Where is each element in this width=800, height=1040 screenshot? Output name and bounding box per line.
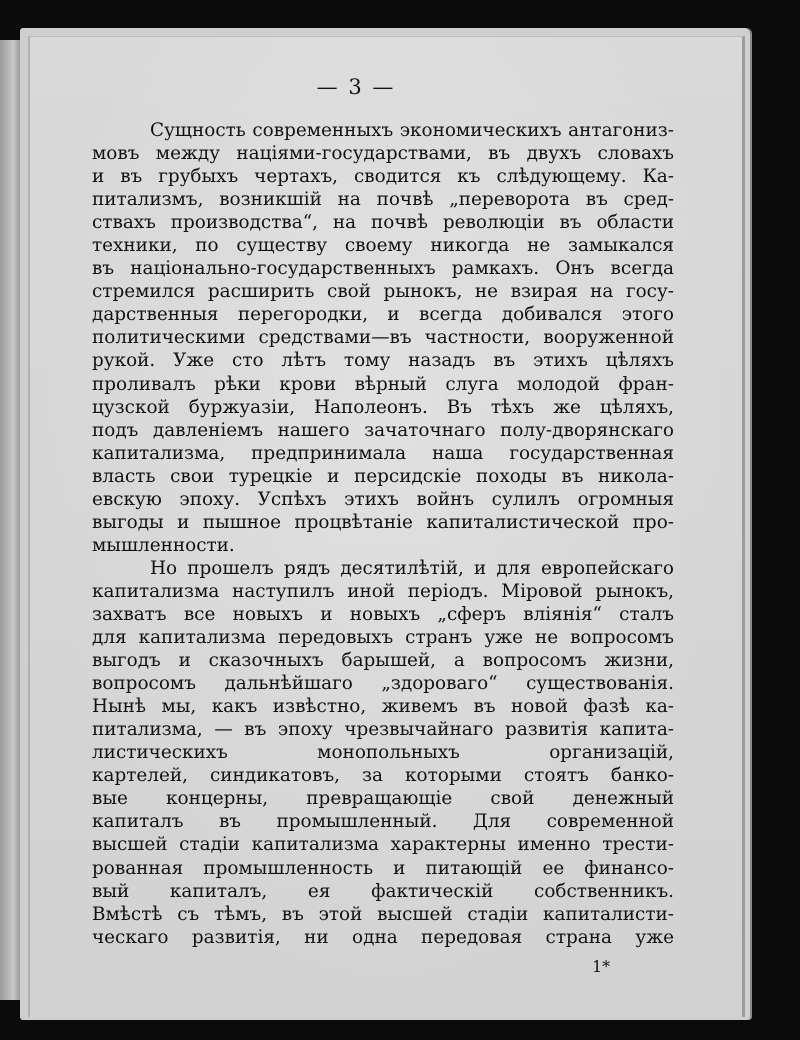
text-line: рованная промышленность и питающій ее финансо-	[92, 857, 674, 879]
text-line: дарственныя перегородки, и всегда добивался этого	[92, 304, 674, 326]
text-line: проливалъ рѣки крови вѣрный слуга молодой фран-	[92, 373, 674, 395]
book-page	[28, 36, 745, 1017]
page-number: — 3 —	[316, 75, 396, 99]
text-line: капиталъ въ промышленный. Для современной	[92, 811, 674, 833]
text-line: Нынѣ мы, какъ извѣстно, живемъ въ новой фазѣ ка-	[92, 696, 674, 718]
text-line: питализма, — въ эпоху чрезвычайнаго развитія капита-	[92, 719, 674, 741]
text-line: ческаго развитія, ни одна передовая страна уже	[92, 926, 674, 948]
text-line: картелей, синдикатовъ, за которыми стоятъ банко-	[92, 765, 674, 787]
text-line: захватъ все новыхъ и новыхъ „сферъ вліянія“ сталъ	[92, 603, 674, 625]
text-line: вопросомъ дальнѣйшаго „здороваго“ существованія.	[92, 673, 674, 695]
text-line: выгоды и пышное процвѣтаніе капиталистической про-	[92, 511, 674, 533]
signature-mark: 1*	[592, 957, 611, 976]
text-line: въ національно-государственныхъ рамкахъ. Онъ всегда	[92, 258, 674, 280]
text-line: мышленности.	[92, 534, 235, 556]
text-line: техники, по существу своему никогда не замыкался	[92, 235, 674, 257]
text-line: для капитализма передовыхъ странъ уже не вопросомъ	[92, 627, 674, 649]
text-line: питализмъ, возникшій на почвѣ „переворота въ сред-	[92, 189, 674, 211]
text-line: стремился расширить свой рынокъ, не взирая на госу-	[92, 281, 674, 303]
text-line: капитализма наступилъ иной періодъ. Міровой рынокъ,	[92, 580, 674, 602]
text-line: выгодъ и сказочныхъ барышей, а вопросомъ жизни,	[92, 650, 674, 672]
text-line: Сущность современныхъ экономическихъ антагониз-	[150, 120, 674, 141]
text-line: и въ грубыхъ чертахъ, сводится къ слѣдующему. Ка-	[92, 166, 674, 188]
text-line: мовъ между націями-государствами, въ двухъ словахъ	[92, 143, 674, 165]
body-text	[92, 119, 674, 949]
text-line: капитализма, предпринимала наша государственная	[92, 442, 674, 464]
text-line: ствахъ производства“, на почвѣ революціи въ области	[92, 212, 674, 234]
text-line: подъ давленіемъ нашего зачаточнаго полу-дворянскаго	[92, 419, 674, 441]
text-line: вые концерны, превращающіе свой денежный	[92, 788, 674, 810]
text-line: Но прошелъ рядъ десятилѣтій, и для европейскаго	[150, 557, 674, 579]
text-line: власть свои турецкіе и персидскіе походы въ никола-	[92, 465, 674, 487]
text-line: политическими средствами—въ частности, вооруженной	[92, 327, 674, 349]
text-line: рукой. Уже сто лѣтъ тому назадъ въ этихъ цѣляхъ	[92, 350, 674, 372]
text-line: Вмѣстѣ съ тѣмъ, въ этой высшей стадіи капиталисти-	[92, 903, 674, 925]
text-line: вый капиталъ, ея фактическій собственникъ.	[92, 880, 674, 902]
text-line: евскую эпоху. Успѣхъ этихъ войнъ сулилъ огромныя	[92, 488, 674, 510]
text-line: листическихъ монопольныхъ организацій,	[92, 742, 674, 764]
text-line: высшей стадіи капитализма характерны именно трести-	[92, 834, 674, 856]
text-line: цузской буржуазіи, Наполеонъ. Въ тѣхъ же цѣляхъ,	[92, 396, 674, 418]
